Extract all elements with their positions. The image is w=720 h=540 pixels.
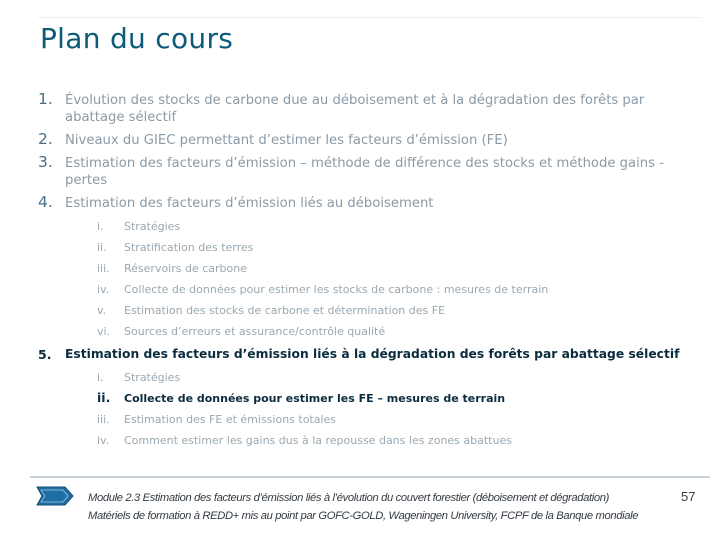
course-outline [38, 92, 698, 448]
outline-subitem-number: i. [97, 371, 104, 384]
outline-item-number: 2. [38, 130, 53, 148]
outline-subitem-text: Estimation des FE et émissions totales [124, 413, 337, 426]
outline-subitem-number: ii. [97, 390, 111, 405]
outline-subitem-number: iii. [97, 413, 110, 426]
outline-subitem [38, 262, 698, 276]
outline-subitem-text: Réservoirs de carbone [124, 262, 247, 275]
outline-subitem-number: v. [97, 304, 107, 317]
outline-subitem [38, 304, 698, 318]
outline-item-5-current [38, 346, 698, 363]
outline-subitem [38, 371, 698, 385]
footer-credits [88, 489, 686, 525]
outline-subitem-number: iii. [97, 262, 110, 275]
outline-item-number: 5. [38, 347, 52, 362]
outline-item-text: Estimation des facteurs d’émission liés à la dégradation des forêts par abattage sélectif [65, 347, 680, 361]
outline-subitem-text: Sources d’erreurs et assurance/contrôle qualité [124, 325, 386, 338]
outline-item-4 [38, 195, 698, 212]
outline-subitem-text: Comment estimer les gains dus à la repousse dans les zones abattues [124, 434, 512, 447]
footer-divider [30, 476, 710, 478]
outline-subitem-number: ii. [97, 241, 107, 254]
page-number: 57 [681, 489, 696, 504]
outline-subitem-number: vi. [97, 325, 111, 338]
outline-subitem-number: iv. [97, 434, 110, 447]
chevron-arrow-icon [36, 486, 74, 506]
outline-item-text: Évolution des stocks de carbone due au déboisement et à la dégradation des forêts par abattage sélectif [65, 93, 645, 125]
outline-item-3 [38, 155, 698, 189]
outline-subitem-text: Collecte de données pour estimer les FE – mesures de terrain [124, 392, 506, 405]
top-divider [38, 17, 702, 18]
outline-subitem [38, 434, 698, 448]
outline-subitem [38, 220, 698, 234]
outline-subitem-text: Estimation des stocks de carbone et détermination des FE [124, 304, 446, 317]
outline-subitem-text: Collecte de données pour estimer les stocks de carbone : mesures de terrain [124, 283, 549, 296]
footer-module-title: Module 2.3 Estimation des facteurs d’émission liés à l’évolution du couvert forestier (déboisement et dégradation) [88, 492, 610, 504]
outline-subitem-text: Stratification des terres [124, 241, 254, 254]
outline-subitem [38, 413, 698, 427]
footer-attribution: Matériels de formation à REDD+ mis au point par GOFC-GOLD, Wageningen University, FCPF de la Banque mondiale [88, 510, 639, 522]
outline-item-number: 4. [38, 193, 53, 211]
outline-subitem [38, 325, 698, 339]
outline-item-text: Estimation des facteurs d’émission – méthode de différence des stocks et méthode gains -pertes [65, 156, 664, 188]
outline-subitem [38, 241, 698, 255]
outline-subitem-number: iv. [97, 283, 110, 296]
outline-item-number: 1. [38, 90, 53, 108]
outline-subitem-number: i. [97, 220, 104, 233]
outline-item-text: Niveaux du GIEC permettant d’estimer les facteurs d’émission (FE) [65, 133, 508, 148]
outline-subitem [38, 283, 698, 297]
outline-item-text: Estimation des facteurs d’émission liés au déboisement [65, 196, 434, 211]
outline-item-2 [38, 132, 698, 149]
outline-subitem-text: Stratégies [124, 220, 181, 233]
outline-subitem-current [38, 392, 698, 406]
outline-item-1 [38, 92, 698, 126]
page-title: Plan du cours [40, 22, 234, 55]
outline-subitem-text: Stratégies [124, 371, 181, 384]
outline-item-number: 3. [38, 153, 53, 171]
